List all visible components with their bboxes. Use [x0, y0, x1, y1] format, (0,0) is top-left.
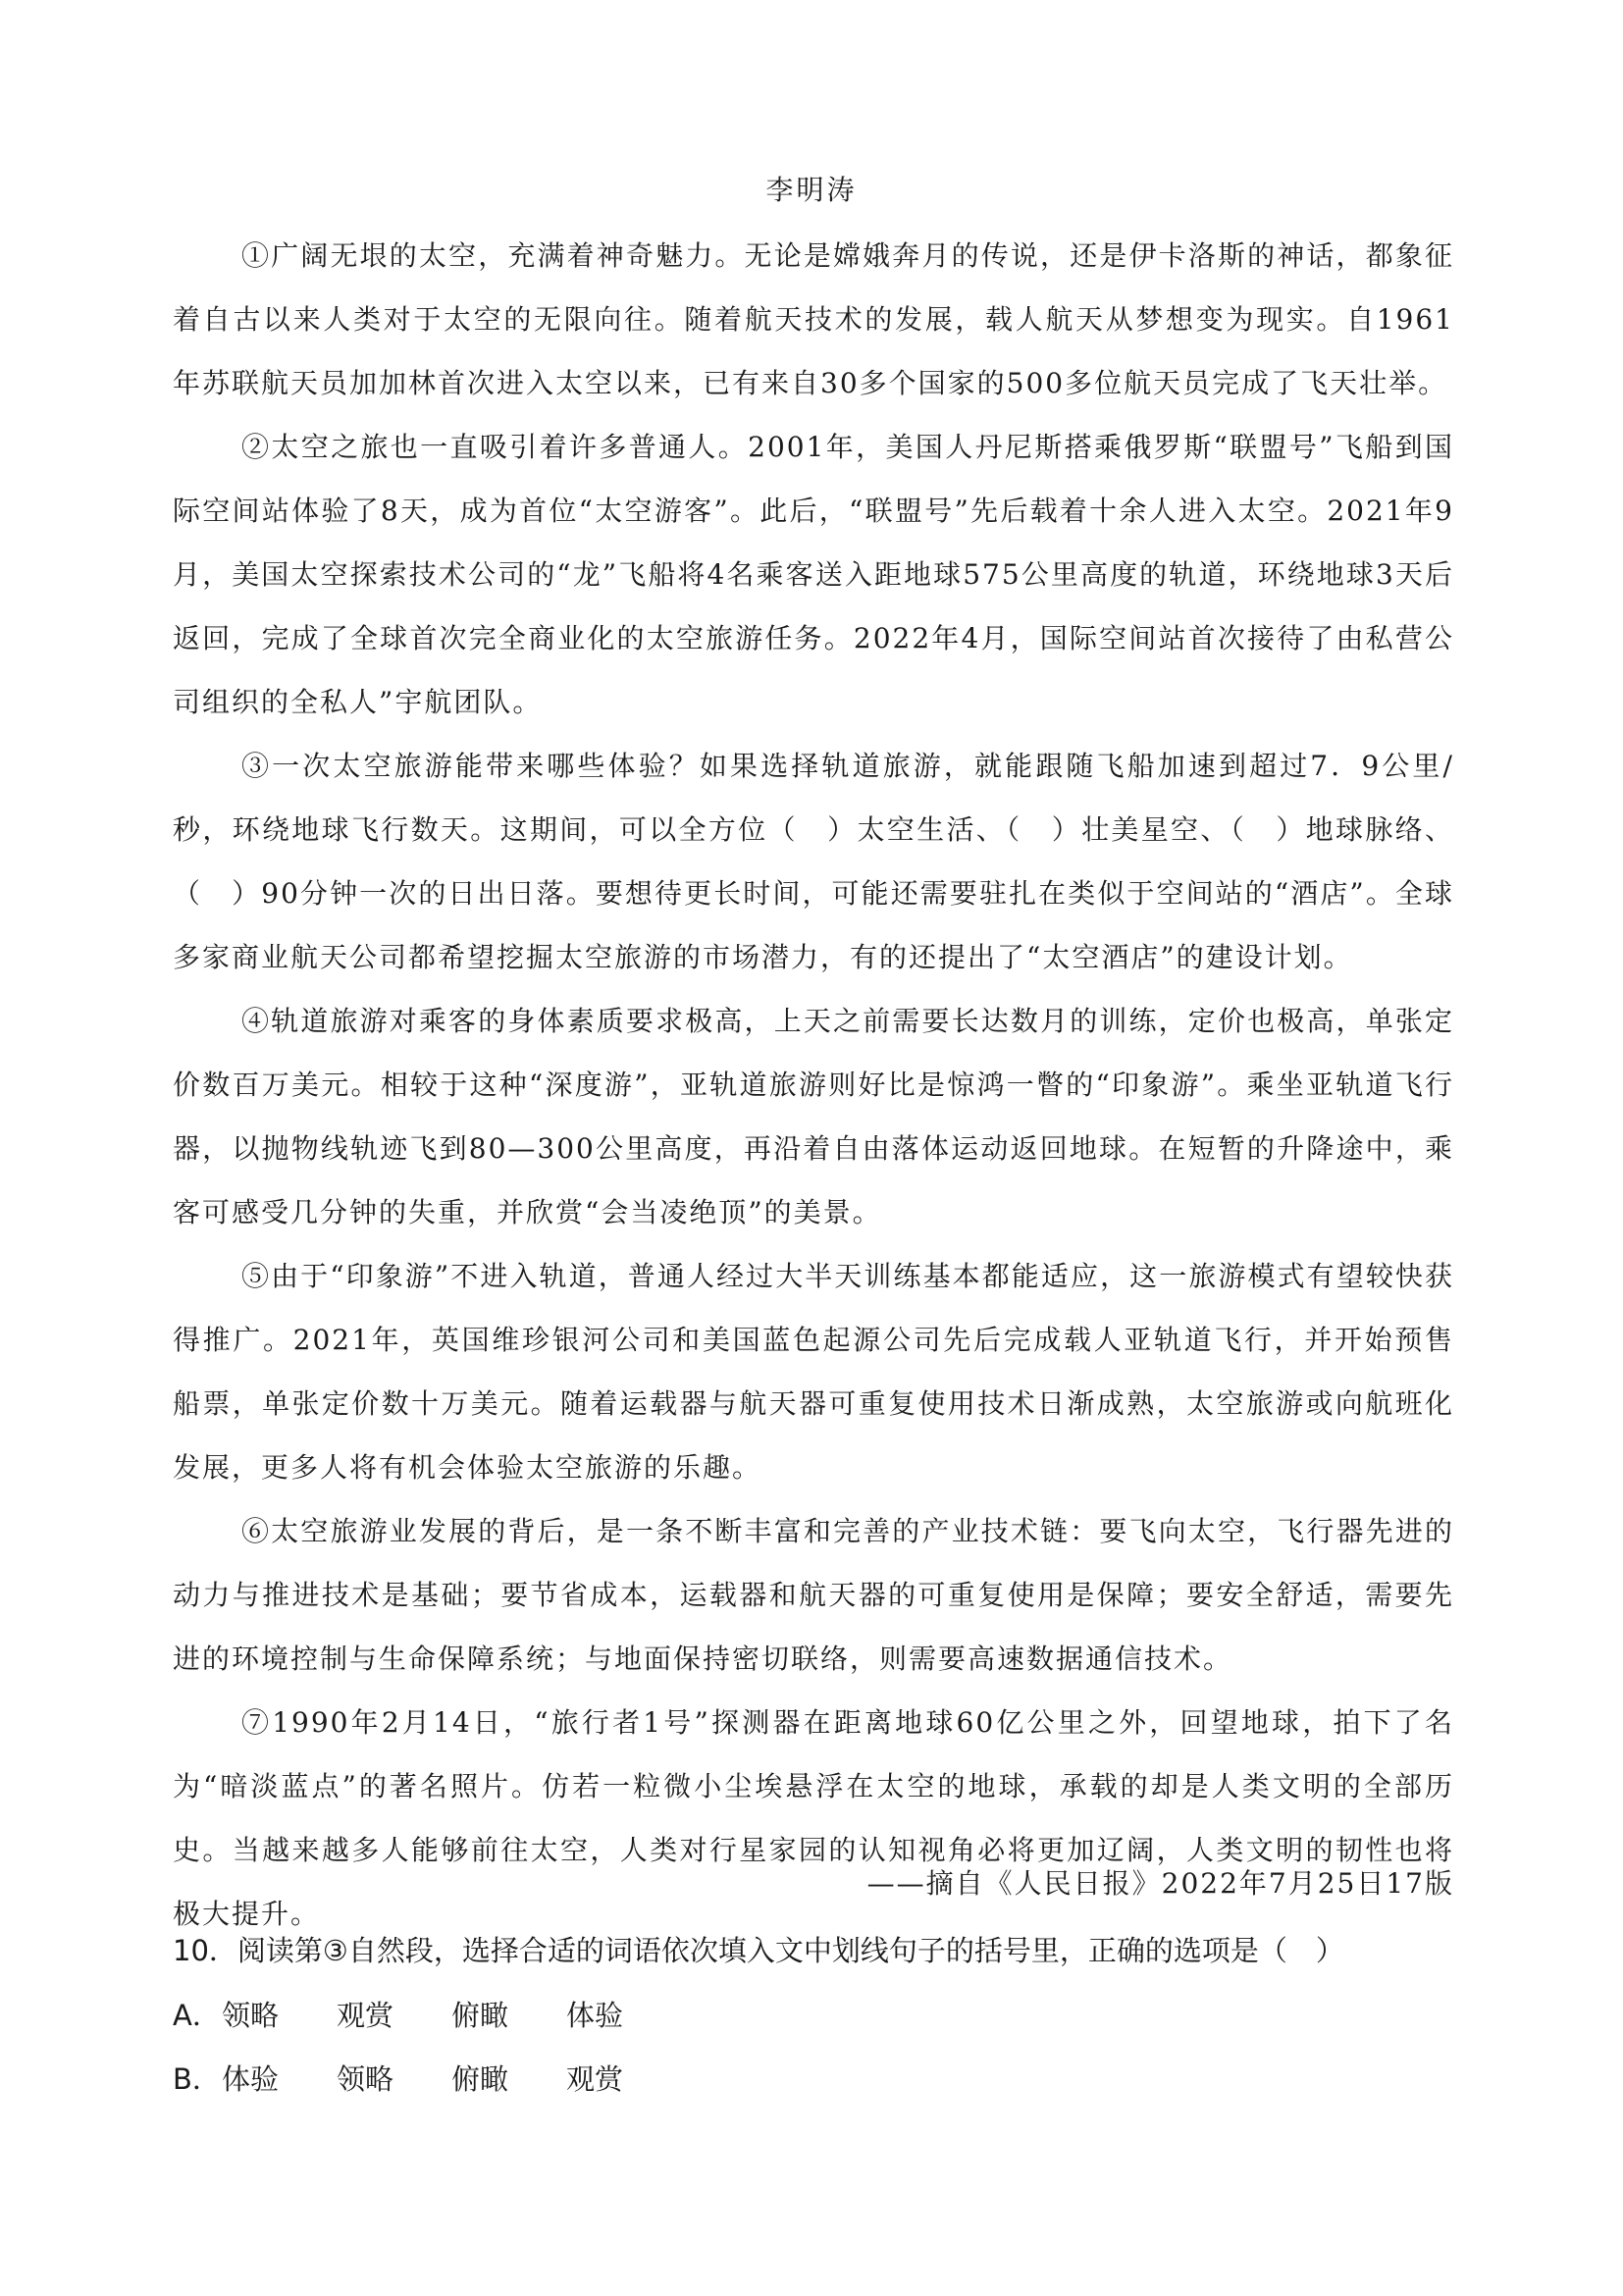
paragraph-1: ①广阔无垠的太空，充满着神奇魅力。无论是嫦娥奔月的传说，还是伊卡洛斯的神话，都象征着自古以来人类对于太空的无限向往。随着航天技术的发展，载人航天从梦想变为现实。自1961年苏联航天员加加林首次进入太空以来，已有来自30多个国家的500多位航天员完成了飞天壮举。 [173, 239, 1454, 399]
paragraph-4: ④轨道旅游对乘客的身体素质要求极高，上天之前需要长达数月的训练，定价也极高，单张定价数百万美元。相较于这种“深度游”，亚轨道旅游则好比是惊鸿一瞥的“印象游”。乘坐亚轨道飞行器，以抛物线轨迹飞到80—300公里高度，再沿着自由落体运动返回地球。在短暂的升降途中，乘客可感受几分钟的失重，并欣赏“会当凌绝顶”的美景。 [173, 1005, 1454, 1228]
article-body [173, 224, 1454, 1946]
option-word: 俯瞰 [451, 2061, 509, 2096]
paragraph-2: ②太空之旅也一直吸引着许多普通人。2001年，美国人丹尼斯搭乘俄罗斯“联盟号”飞船到国际空间站体验了8天，成为首位“太空游客”。此后，“联盟号”先后载着十余人进入太空。2021年9月，美国太空探索技术公司的“龙”飞船将4名乘客送入距地球575公里高度的轨道，环绕地球3天后返回，完成了全球首次完全商业化的太空旅游任务。2022年4月，国际空间站首次接待了由私营公司组织的全私人”宇航团队。 [173, 431, 1454, 718]
source-citation: ——摘自《人民日报》2022年7月25日17版 [866, 1867, 1454, 1900]
option-letter: B． [173, 2061, 221, 2096]
option-word: 领略 [222, 1998, 280, 2032]
question-stem: 10．阅读第③自然段，选择合适的词语依次填入文中划线句子的括号里，正确的选项是（ ） [173, 1934, 1344, 1967]
option-a[interactable] [173, 1992, 1454, 2035]
option-b[interactable] [173, 2056, 1454, 2099]
paragraph-7: ⑦1990年2月14日，“旅行者1号”探测器在距离地球60亿公里之外，回望地球，拍下了名为“暗淡蓝点”的著名照片。仿若一粒微小尘埃悬浮在太空的地球，承载的却是人类文明的全部历史。当越来越多人能够前往太空，人类对行星家园的认知视角必将更加辽阔，人类文明的韧性也将极大提升。 [173, 1706, 1454, 1930]
author-name: 李明涛 [765, 174, 858, 206]
option-word: 体验 [566, 1998, 624, 2032]
question-10 [173, 1929, 1454, 2119]
option-word: 观赏 [566, 2061, 624, 2096]
option-word: 观赏 [337, 1998, 394, 2032]
option-word: 俯瞰 [451, 1998, 509, 2032]
paragraph-5: ⑤由于“印象游”不进入轨道，普通人经过大半天训练基本都能适应，这一旅游模式有望较快获得推广。2021年，英国维珍银河公司和美国蓝色起源公司先后完成载人亚轨道飞行，并开始预售船票，单张定价数十万美元。随着运载器与航天器可重复使用技术日渐成熟，太空旅游或向航班化发展，更多人将有机会体验太空旅游的乐趣。 [173, 1260, 1454, 1484]
option-letter: A． [173, 1998, 221, 2032]
paragraph-3: ③一次太空旅游能带来哪些体验？如果选择轨道旅游，就能跟随飞船加速到超过7．9公里/秒，环绕地球飞行数天。这期间，可以全方位（ ）太空生活、（ ）壮美星空、（ ）地球脉络、（ ）90分钟一次的日出日落。要想待更长时间，可能还需要驻扎在类似于空间站的“酒店”。全球多家商业航天公司都希望挖掘太空旅游的市场潜力，有的还提出了“太空酒店”的建设计划。 [173, 750, 1454, 973]
option-word: 体验 [222, 2061, 280, 2096]
option-word: 领略 [337, 2061, 394, 2096]
paragraph-6: ⑥太空旅游业发展的背后，是一条不断丰富和完善的产业技术链：要飞向太空，飞行器先进的动力与推进技术是基础；要节省成本，运载器和航天器的可重复使用是保障；要安全舒适，需要先进的环境控制与生命保障系统；与地面保持密切联络，则需要高速数据通信技术。 [173, 1515, 1454, 1675]
